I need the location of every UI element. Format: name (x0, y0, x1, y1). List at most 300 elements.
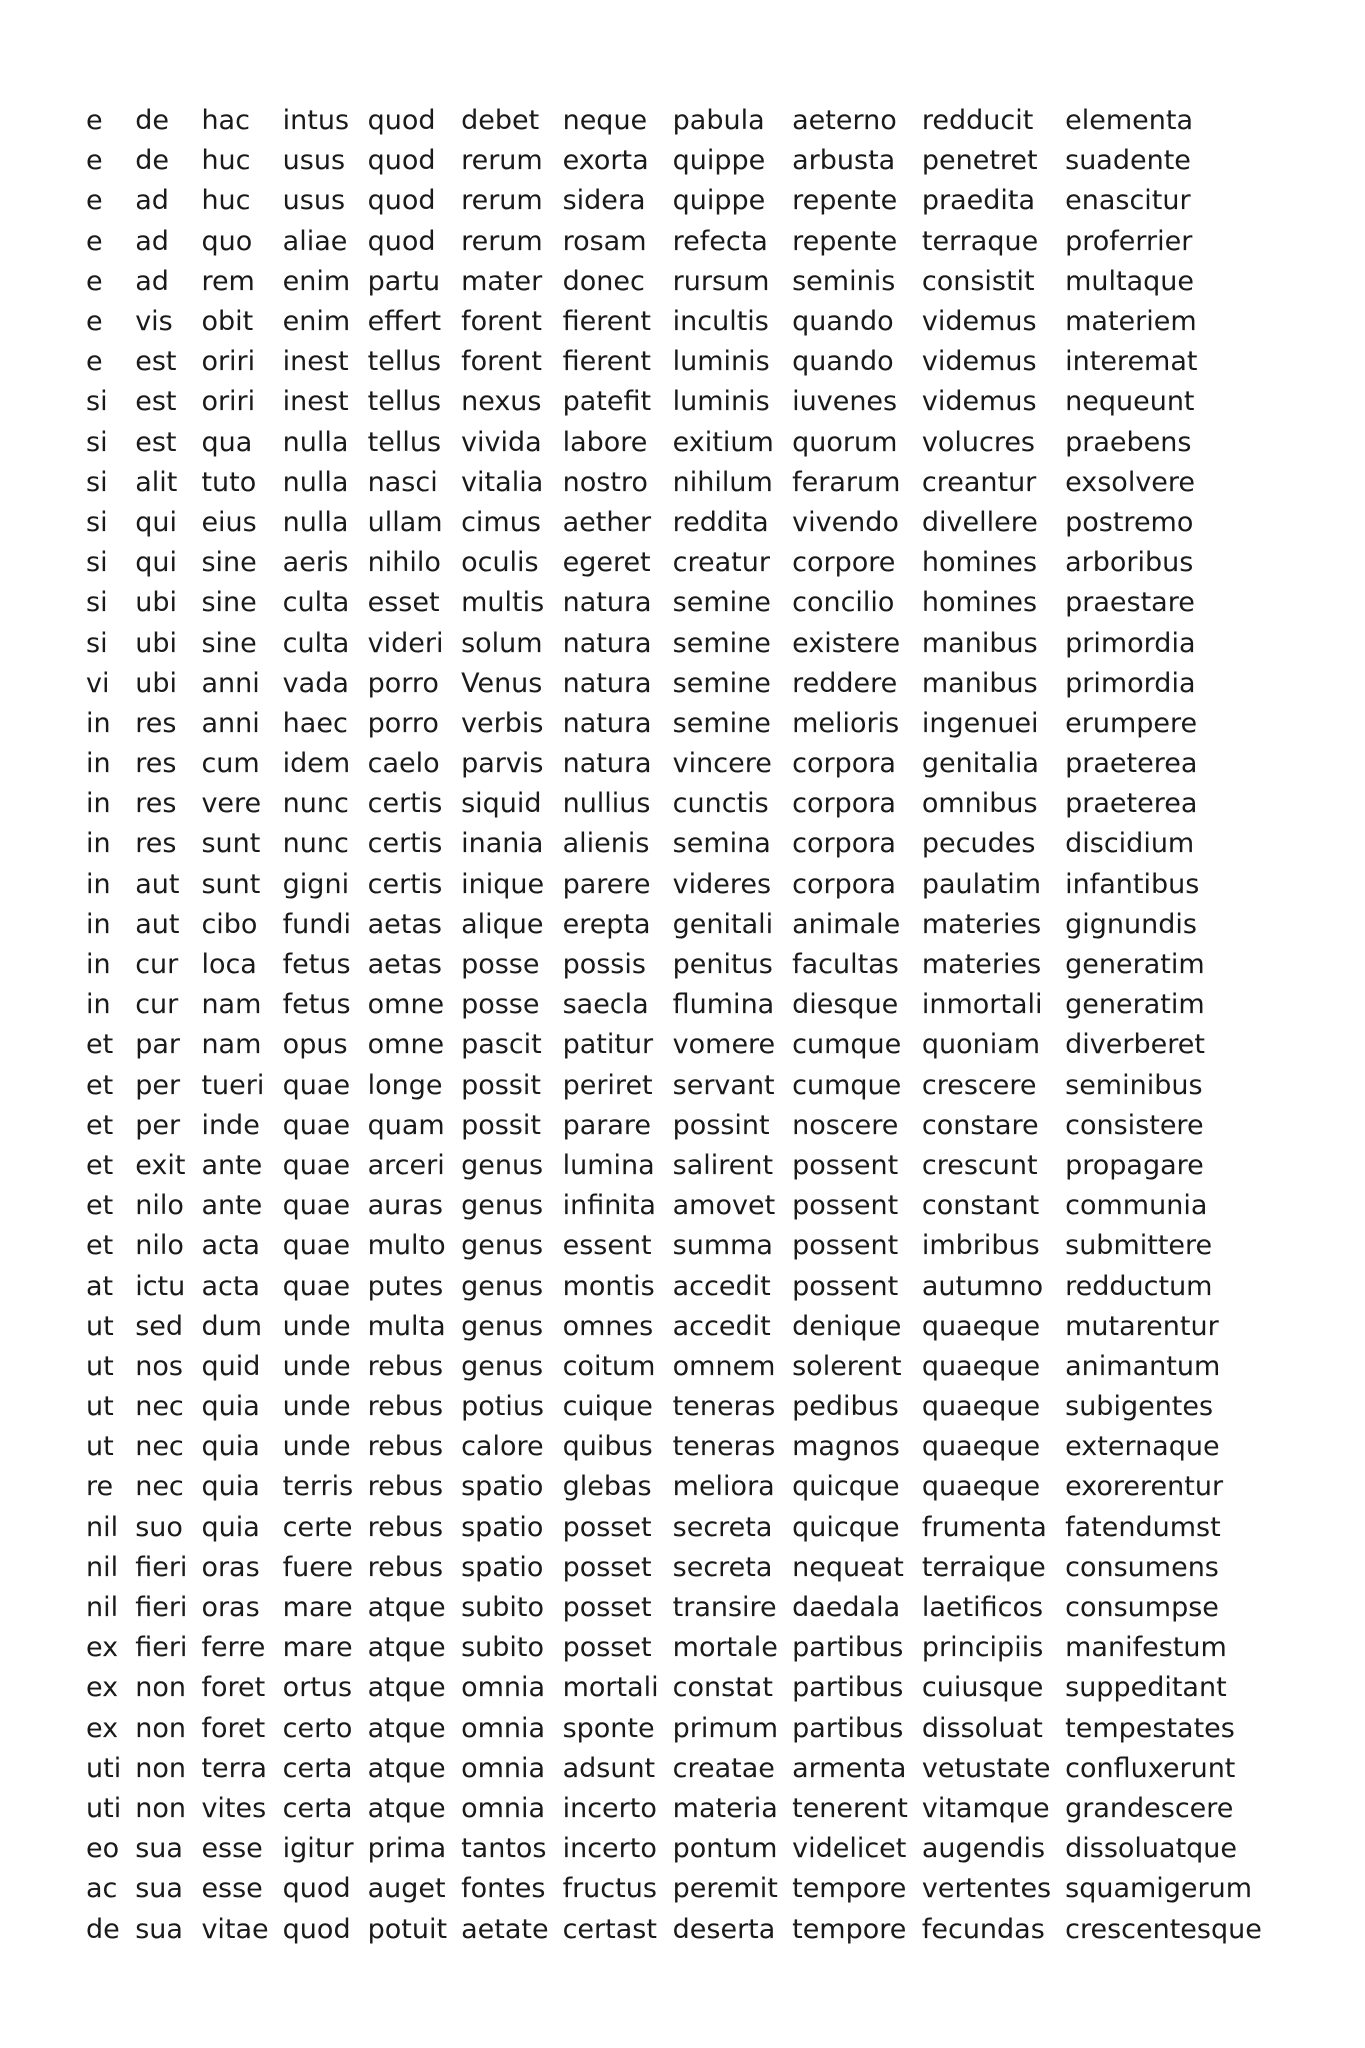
word-cell: praeterea (1065, 788, 1198, 820)
word-cell: corpora (792, 748, 896, 780)
word-cell: atque (367, 1712, 446, 1744)
word-cell: ictu (135, 1270, 186, 1302)
word-cell: omnia (461, 1792, 546, 1824)
word-cell: gignundis (1065, 908, 1197, 940)
word-cell: concilio (792, 587, 895, 619)
word-cell: rerum (461, 225, 543, 257)
word-cell: per (135, 1069, 181, 1101)
word-cell: ex (86, 1632, 119, 1664)
word-cell: nunc (282, 828, 349, 860)
word-cell: patitur (562, 1029, 654, 1061)
word-cell: debet (461, 105, 540, 137)
word-cell: res (135, 748, 177, 780)
word-cell: posse (461, 949, 540, 981)
word-cell: Venus (461, 667, 543, 699)
word-cell: vitae (201, 1913, 269, 1945)
word-cell: ferre (201, 1632, 266, 1664)
word-cell: luminis (672, 386, 770, 418)
word-cell: ferarum (792, 466, 901, 498)
word-cell: cum (201, 748, 260, 780)
word-cell: fontes (461, 1873, 546, 1905)
word-cell: suppeditant (1065, 1672, 1227, 1704)
word-cell: tempore (792, 1913, 907, 1945)
word-cell: partu (367, 265, 441, 297)
word-cell: est (135, 386, 177, 418)
word-cell: materiem (1065, 306, 1197, 338)
word-cell: terraique (921, 1551, 1046, 1583)
word-cell: porro (367, 707, 439, 739)
word-cell: ac (86, 1873, 118, 1905)
word-cell: infinita (562, 1190, 656, 1222)
word-cell: sine (201, 627, 257, 659)
word-cell: non (135, 1752, 186, 1784)
word-cell: praedita (921, 185, 1036, 217)
word-cell: inmortali (921, 989, 1043, 1021)
word-cell: in (86, 868, 111, 900)
word-cell: in (86, 788, 111, 820)
word-cell: exit (135, 1149, 186, 1181)
word-cell: sponte (562, 1712, 655, 1744)
word-cell: certo (282, 1712, 353, 1744)
word-cell: et (86, 1029, 114, 1061)
word-cell: lumina (562, 1149, 655, 1181)
word-cell: rebus (367, 1551, 444, 1583)
word-cell: de (86, 1913, 120, 1945)
word-cell: penetret (921, 145, 1038, 177)
word-cell: quibus (562, 1431, 653, 1463)
word-cell: neque (562, 105, 648, 137)
word-cell: meliora (672, 1471, 775, 1503)
word-cell: consistit (921, 265, 1035, 297)
word-cell: omnia (461, 1712, 546, 1744)
word-cell: quae (282, 1270, 351, 1302)
word-row (86, 543, 1276, 583)
word-cell: flumina (672, 989, 775, 1021)
word-cell: uti (86, 1752, 122, 1784)
word-cell: aut (135, 868, 180, 900)
word-cell: egeret (562, 547, 651, 579)
word-cell: secreta (672, 1551, 773, 1583)
word-cell: aut (135, 908, 180, 940)
word-cell: est (135, 426, 177, 458)
word-cell: sunt (201, 868, 261, 900)
word-cell: nil (86, 1592, 119, 1624)
word-cell: cumque (792, 1029, 902, 1061)
word-cell: ad (135, 185, 169, 217)
word-cell: sua (135, 1873, 183, 1905)
word-cell: qui (135, 506, 177, 538)
word-cell: omnem (672, 1350, 776, 1382)
word-cell: inde (201, 1109, 260, 1141)
word-cell: certa (282, 1752, 353, 1784)
word-cell: quod (367, 225, 436, 257)
word-cell: cuiusque (921, 1672, 1044, 1704)
word-cell: fieri (135, 1632, 188, 1664)
word-cell: crescentesque (1065, 1913, 1262, 1945)
word-cell: tempore (792, 1873, 907, 1905)
word-cell: alienis (562, 828, 650, 860)
word-cell: squamigerum (1065, 1873, 1253, 1905)
word-cell: genus (461, 1190, 544, 1222)
word-cell: transire (672, 1592, 777, 1624)
word-cell: nexus (461, 386, 542, 418)
word-cell: consumens (1065, 1551, 1219, 1583)
word-cell: natura (562, 748, 652, 780)
word-cell: tellus (367, 346, 442, 378)
word-cell: eius (201, 506, 257, 538)
word-cell: rebus (367, 1431, 444, 1463)
word-cell: cibo (201, 908, 258, 940)
word-cell: vertentes (921, 1873, 1052, 1905)
word-cell: genus (461, 1350, 544, 1382)
word-cell: solum (461, 627, 543, 659)
word-cell: donec (562, 265, 645, 297)
word-cell: si (86, 426, 108, 458)
word-cell: possint (672, 1109, 770, 1141)
word-cell: quod (367, 105, 436, 137)
word-cell: certis (367, 828, 443, 860)
word-cell: e (86, 346, 103, 378)
word-cell: ad (135, 265, 169, 297)
word-cell: atque (367, 1592, 446, 1624)
word-row (86, 664, 1276, 704)
word-cell: vites (201, 1792, 267, 1824)
word-cell: iuvenes (792, 386, 898, 418)
word-cell: tantos (461, 1833, 547, 1865)
word-cell: consistere (1065, 1109, 1204, 1141)
word-cell: primordia (1065, 627, 1196, 659)
word-row (86, 1668, 1276, 1708)
word-cell: videres (672, 868, 772, 900)
word-cell: corpora (792, 788, 896, 820)
word-cell: ubi (135, 587, 177, 619)
word-cell: mortale (672, 1632, 778, 1664)
word-cell: fetus (282, 949, 351, 981)
word-cell: redductum (1065, 1270, 1213, 1302)
word-cell: corpore (792, 547, 896, 579)
word-cell: periret (562, 1069, 653, 1101)
word-cell: subito (461, 1632, 545, 1664)
word-cell: ingenuei (921, 707, 1039, 739)
word-cell: quicque (792, 1471, 900, 1503)
word-table (86, 101, 1276, 1950)
word-cell: partibus (792, 1712, 904, 1744)
word-cell: quo (201, 225, 253, 257)
word-cell: ullam (367, 506, 443, 538)
word-cell: fructus (562, 1873, 657, 1905)
word-cell: semine (672, 587, 771, 619)
word-cell: crescunt (921, 1149, 1038, 1181)
word-cell: terraque (921, 225, 1039, 257)
word-cell: vere (201, 788, 262, 820)
word-cell: nec (135, 1431, 184, 1463)
word-cell: pedibus (792, 1391, 899, 1423)
word-cell: rebus (367, 1391, 444, 1423)
word-cell: aeterno (792, 105, 897, 137)
word-cell: quia (201, 1431, 260, 1463)
word-row (86, 423, 1276, 463)
word-cell: exorta (562, 145, 649, 177)
word-cell: arceri (367, 1149, 445, 1181)
word-cell: divellere (921, 506, 1038, 538)
word-cell: fatendumst (1065, 1511, 1221, 1543)
word-cell: auras (367, 1190, 443, 1222)
word-row (86, 704, 1276, 744)
word-cell: ut (86, 1350, 114, 1382)
word-row (86, 1508, 1276, 1548)
word-cell: imbribus (921, 1230, 1040, 1262)
word-cell: ut (86, 1431, 114, 1463)
word-cell: glebas (562, 1471, 652, 1503)
word-cell: semine (672, 667, 771, 699)
word-cell: repente (792, 185, 898, 217)
word-cell: nilo (135, 1190, 184, 1222)
word-cell: rem (201, 265, 255, 297)
word-cell: rursum (672, 265, 770, 297)
word-cell: accedit (672, 1270, 771, 1302)
word-cell: sed (135, 1310, 184, 1342)
word-cell: confluxerunt (1065, 1752, 1236, 1784)
word-row (86, 583, 1276, 623)
word-cell: at (86, 1270, 114, 1302)
word-row (86, 1186, 1276, 1226)
word-cell: semine (672, 707, 771, 739)
word-cell: vitalia (461, 466, 544, 498)
word-cell: e (86, 306, 103, 338)
word-cell: quae (282, 1069, 351, 1101)
word-cell: quaeque (921, 1350, 1041, 1382)
word-cell: nunc (282, 788, 349, 820)
word-row (86, 1427, 1276, 1467)
word-cell: vetustate (921, 1752, 1051, 1784)
word-cell: multis (461, 587, 545, 619)
word-cell: posse (461, 989, 540, 1021)
word-cell: augendis (921, 1833, 1046, 1865)
word-cell: tempestates (1065, 1712, 1235, 1744)
word-cell: corpora (792, 828, 896, 860)
word-cell: oriri (201, 386, 256, 418)
word-cell: et (86, 1230, 114, 1262)
word-cell: res (135, 707, 177, 739)
word-row (86, 623, 1276, 663)
word-cell: vitamque (921, 1792, 1050, 1824)
word-cell: culta (282, 627, 350, 659)
word-cell: mater (461, 265, 543, 297)
word-cell: nihilo (367, 547, 441, 579)
word-cell: genitali (672, 908, 774, 940)
word-cell: nostro (562, 466, 648, 498)
word-cell: ubi (135, 627, 177, 659)
word-cell: seminis (792, 265, 896, 297)
word-cell: omne (367, 1029, 445, 1061)
word-cell: forent (461, 306, 542, 338)
word-cell: esse (201, 1873, 263, 1905)
word-cell: quae (282, 1190, 351, 1222)
word-cell: acta (201, 1230, 260, 1262)
word-row (86, 1548, 1276, 1588)
word-cell: videmus (921, 386, 1037, 418)
word-cell: primordia (1065, 667, 1196, 699)
word-cell: par (135, 1029, 180, 1061)
word-cell: genus (461, 1310, 544, 1342)
word-cell: sua (135, 1913, 183, 1945)
word-cell: erepta (562, 908, 651, 940)
word-row (86, 1628, 1276, 1668)
word-cell: cunctis (672, 788, 769, 820)
word-cell: anni (201, 707, 260, 739)
word-cell: possis (562, 949, 646, 981)
word-cell: secreta (672, 1511, 773, 1543)
word-cell: possit (461, 1069, 541, 1101)
word-cell: nam (201, 989, 262, 1021)
word-cell: de (135, 145, 169, 177)
word-cell: posset (562, 1592, 652, 1624)
word-row (86, 181, 1276, 221)
word-cell: parvis (461, 748, 544, 780)
word-cell: fierent (562, 346, 652, 378)
word-cell: potius (461, 1391, 545, 1423)
word-cell: posset (562, 1632, 652, 1664)
word-row (86, 1307, 1276, 1347)
word-cell: saecla (562, 989, 649, 1021)
word-cell: videlicet (792, 1833, 907, 1865)
word-cell: communia (1065, 1190, 1208, 1222)
word-cell: interemat (1065, 346, 1198, 378)
word-cell: reddere (792, 667, 898, 699)
word-cell: exsolvere (1065, 466, 1196, 498)
word-cell: possent (792, 1270, 899, 1302)
word-cell: et (86, 1149, 114, 1181)
word-cell: oras (201, 1592, 260, 1624)
word-cell: vincere (672, 748, 772, 780)
word-cell: consumpse (1065, 1592, 1219, 1624)
word-cell: gigni (282, 868, 350, 900)
word-cell: diesque (792, 989, 899, 1021)
word-cell: cur (135, 949, 179, 981)
word-cell: effert (367, 306, 442, 338)
word-row (86, 302, 1276, 342)
word-cell: nec (135, 1471, 184, 1503)
word-cell: tenerent (792, 1792, 908, 1824)
word-cell: fieri (135, 1551, 188, 1583)
word-cell: longe (367, 1069, 443, 1101)
word-cell: inania (461, 828, 544, 860)
word-cell: homines (921, 587, 1038, 619)
word-cell: praeterea (1065, 748, 1198, 780)
word-cell: quoniam (921, 1029, 1041, 1061)
word-cell: rebus (367, 1511, 444, 1543)
word-cell: foret (201, 1712, 266, 1744)
word-cell: dum (201, 1310, 262, 1342)
word-cell: si (86, 506, 108, 538)
word-cell: quaeque (921, 1391, 1041, 1423)
word-cell: de (135, 105, 169, 137)
word-row (86, 463, 1276, 503)
word-cell: volucres (921, 426, 1036, 458)
word-cell: tellus (367, 386, 442, 418)
word-cell: dissoluatque (1065, 1833, 1238, 1865)
word-cell: accedit (672, 1310, 771, 1342)
word-cell: qui (135, 547, 177, 579)
word-row (86, 1106, 1276, 1146)
word-cell: nam (201, 1029, 262, 1061)
word-cell: subigentes (1065, 1391, 1214, 1423)
word-cell: esse (201, 1833, 263, 1865)
word-cell: omnes (562, 1310, 654, 1342)
word-row (86, 1146, 1276, 1186)
word-row (86, 262, 1276, 302)
word-cell: grandescere (1065, 1792, 1234, 1824)
word-cell: terris (282, 1471, 354, 1503)
word-cell: prima (367, 1833, 447, 1865)
word-cell: servant (672, 1069, 775, 1101)
word-cell: semine (672, 627, 771, 659)
word-cell: principiis (921, 1632, 1044, 1664)
word-cell: fuere (282, 1551, 354, 1583)
word-cell: ante (201, 1149, 263, 1181)
word-cell: multa (367, 1310, 446, 1342)
word-cell: solerent (792, 1350, 902, 1382)
word-cell: usus (282, 145, 346, 177)
word-cell: laetificos (921, 1592, 1044, 1624)
word-cell: natura (562, 707, 652, 739)
word-cell: ex (86, 1672, 119, 1704)
word-cell: ad (135, 225, 169, 257)
word-cell: daedala (792, 1592, 901, 1624)
word-cell: anni (201, 667, 260, 699)
word-cell: quippe (672, 145, 766, 177)
word-cell: mutarentur (1065, 1310, 1219, 1342)
word-cell: praestare (1065, 587, 1195, 619)
word-cell: repente (792, 225, 898, 257)
word-cell: re (86, 1471, 114, 1503)
word-cell: frumenta (921, 1511, 1047, 1543)
word-cell: reddita (672, 506, 769, 538)
word-cell: quaeque (921, 1310, 1041, 1342)
word-cell: si (86, 627, 108, 659)
word-row (86, 1467, 1276, 1507)
word-cell: constant (921, 1190, 1040, 1222)
word-cell: exitium (672, 426, 774, 458)
word-cell: summa (672, 1230, 773, 1262)
word-cell: noscere (792, 1109, 899, 1141)
word-cell: haec (282, 707, 348, 739)
word-cell: postremo (1065, 506, 1194, 538)
word-cell: exorerentur (1065, 1471, 1224, 1503)
word-cell: ex (86, 1712, 119, 1744)
word-cell: animale (792, 908, 901, 940)
word-cell: inique (461, 868, 545, 900)
word-cell: quod (282, 1913, 351, 1945)
word-cell: elementa (1065, 105, 1194, 137)
word-cell: intus (282, 105, 350, 137)
word-row (86, 824, 1276, 864)
word-cell: possit (461, 1109, 541, 1141)
word-cell: creantur (921, 466, 1037, 498)
word-cell: constare (921, 1109, 1039, 1141)
word-cell: huc (201, 145, 251, 177)
word-cell: diverberet (1065, 1029, 1205, 1061)
word-cell: ubi (135, 667, 177, 699)
word-cell: rebus (367, 1350, 444, 1382)
word-cell: quicque (792, 1511, 900, 1543)
word-cell: possent (792, 1190, 899, 1222)
word-cell: si (86, 386, 108, 418)
word-cell: et (86, 1069, 114, 1101)
word-cell: spatio (461, 1471, 544, 1503)
word-cell: quae (282, 1149, 351, 1181)
word-cell: uti (86, 1792, 122, 1824)
